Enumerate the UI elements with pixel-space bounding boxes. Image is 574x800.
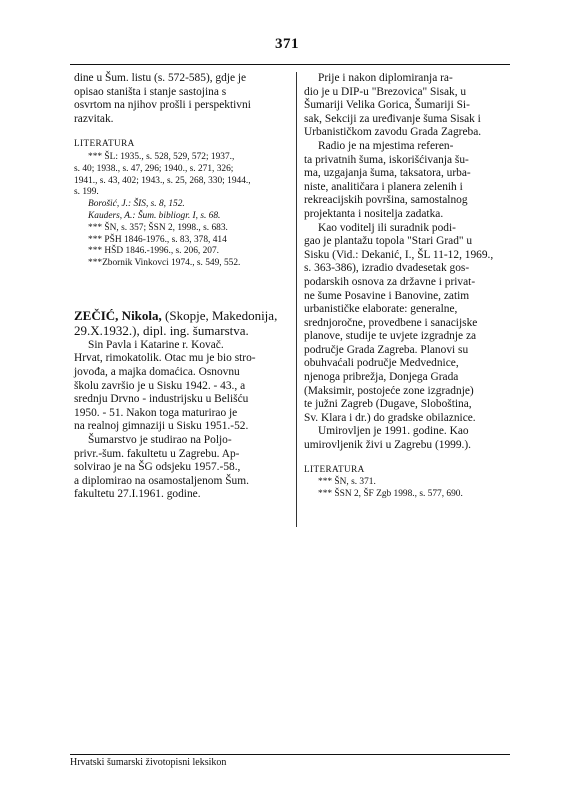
text-line: solvirao je na ŠG odsjeku 1957.-58., bbox=[74, 461, 241, 474]
text-line: niste, analitičara i planera zelenih i bbox=[304, 180, 463, 193]
text-line: sak, Sekciji za uređivanje šuma Sisak i bbox=[304, 112, 481, 125]
text-line: a diplomirao na osamostaljenom Šum. bbox=[74, 474, 249, 487]
literature-ref: Kauders, A.: Šum. bibliogr. I, s. 68. bbox=[88, 210, 221, 221]
text-line: umirovljenik živi u Zagrebu (1999.). bbox=[304, 439, 472, 452]
text-line: osvrtom na njihov prošli i perspektivni bbox=[74, 99, 251, 112]
text-line: srednju Drvno - industrijsku u Belišću bbox=[74, 393, 249, 406]
text-line: Sv. Klara i dr.) do gradske obilaznice. bbox=[304, 411, 476, 424]
entry-heading bbox=[74, 308, 288, 323]
text-line: ma, uzgajanja šuma, taksatora, urba- bbox=[304, 167, 471, 180]
text-line: Umirovljen je 1991. godine. Kao bbox=[318, 425, 469, 438]
text-line: te južni Zagreb (Dugave, Sloboština, bbox=[304, 398, 472, 411]
text-line: Prije i nakon diplomiranja ra- bbox=[318, 72, 453, 84]
literature-heading: LITERATURA bbox=[74, 138, 135, 149]
page-number: 371 bbox=[275, 36, 299, 52]
literature-ref: *** HŠD 1846.-1996., s. 206, 207. bbox=[88, 246, 219, 257]
biography-paragraph-2 bbox=[74, 434, 288, 502]
literature-line: 1941., s. 43, 402; 1943., s. 25, 268, 330; 1944., bbox=[74, 175, 251, 186]
text-line: gao je plantažu topola "Stari Grad" u bbox=[304, 235, 473, 248]
text-line: Šumariji Velika Gorica, Šumariji Si- bbox=[304, 99, 470, 112]
career-paragraph-1 bbox=[304, 72, 510, 140]
text-line: fakultetu 27.I.1961. godine. bbox=[74, 488, 201, 501]
career-paragraph-3 bbox=[304, 222, 510, 426]
top-rule bbox=[70, 64, 510, 65]
footer-title: Hrvatski šumarski životopisni leksikon bbox=[70, 757, 227, 768]
text-line: Kao voditelj ili suradnik podi- bbox=[318, 221, 456, 234]
literature-list bbox=[304, 477, 510, 501]
career-paragraph-2 bbox=[304, 140, 510, 222]
text-line: projektanta i nositelja zadatka. bbox=[304, 207, 444, 220]
text-line: jovođa, a majka domaćica. Osnovnu bbox=[74, 365, 240, 378]
literature-list bbox=[74, 152, 288, 270]
text-line: dio je u DIP-u "Brezovica" Sisak, u bbox=[304, 85, 467, 98]
text-line: (Maksimir, postojeće zone izgradnje) bbox=[304, 384, 474, 397]
text-line: školu završio je u Sisku 1942. - 43., a bbox=[74, 379, 246, 392]
text-line: Urbanističkom zavodu Grada Zagreba. bbox=[304, 126, 482, 139]
literature-ref: *** ŠN, s. 371. bbox=[318, 477, 376, 488]
text-line: 1950. - 51. Nakon toga maturirao je bbox=[74, 406, 238, 419]
literature-ref: ***Zbornik Vinkovci 1974., s. 549, 552. bbox=[88, 258, 241, 269]
text-line: razvitak. bbox=[74, 112, 114, 125]
biography-paragraph-1 bbox=[74, 339, 288, 434]
entry-heading-line2: 29.X.1932.), dipl. ing. šumarstva. bbox=[74, 323, 249, 339]
spacer bbox=[74, 270, 288, 308]
text-line: obuhvaćali područje Medvednice, bbox=[304, 357, 459, 370]
left-column bbox=[74, 72, 288, 502]
text-line: opisao staništa i stanje sastojina s bbox=[74, 85, 227, 98]
text-line: Sin Pavla i Katarine r. Kovač. bbox=[88, 338, 224, 351]
literature-line: s. 199. bbox=[74, 187, 99, 198]
literature-ref: Borošić, J.: ŠIS, s. 8, 152. bbox=[88, 199, 185, 210]
text-line: na realnoj gimnaziji u Sisku 1951.-52. bbox=[74, 420, 249, 433]
text-line: podarskih osnova za državne i privat- bbox=[304, 275, 476, 288]
literature-line: s. 40; 1938., s. 47, 296; 1940., s. 271, 326; bbox=[74, 163, 234, 174]
text-line: s. 363-386), izradio dvadesetak gos- bbox=[304, 262, 470, 275]
text-line: Sisku (Vid.: Dekanić, I., ŠL 11-12, 1969., bbox=[304, 248, 494, 261]
text-line: ta privatnih šuma, iskorišćivanja šu- bbox=[304, 153, 469, 166]
text-line: srednjoročne, provedbene i sanacijske bbox=[304, 316, 478, 329]
text-line: njenoga pribrežja, Donjega Grada bbox=[304, 371, 459, 384]
literature-ref: *** ŠSN 2, ŠF Zgb 1998., s. 577, 690. bbox=[318, 489, 463, 500]
text-line: Hrvat, rimokatolik. Otac mu je bio stro- bbox=[74, 352, 256, 365]
entry-name: ZEČIĆ, Nikola, bbox=[74, 307, 162, 323]
literature-ref: *** ŠN, s. 357; ŠSN 2, 1998., s. 683. bbox=[88, 222, 228, 233]
text-line: Šumarstvo je studirao na Poljo- bbox=[88, 433, 232, 446]
text-line: urbanističke elaborate: generalne, bbox=[304, 303, 458, 316]
literature-line: *** ŠL: 1935., s. 528, 529, 572; 1937., bbox=[88, 151, 235, 162]
entry-head-rest: (Skopje, Makedonija, bbox=[161, 307, 278, 323]
text-line: ne šume Posavine i Banovine, zatim bbox=[304, 289, 470, 302]
text-line: Radio je na mjestima referen- bbox=[318, 139, 454, 152]
text-line: područje Grada Zagreba. Planovi su bbox=[304, 343, 469, 356]
text-line: planove, studije te uvjete izgradnje za bbox=[304, 330, 477, 343]
column-divider bbox=[296, 72, 297, 527]
text-line: dine u Šum. listu (s. 572-585), gdje je bbox=[74, 72, 247, 84]
right-column bbox=[304, 72, 510, 501]
literature-heading: LITERATURA bbox=[304, 463, 365, 474]
career-paragraph-4 bbox=[304, 425, 510, 452]
literature-ref: *** PŠH 1846-1976., s. 83, 378, 414 bbox=[88, 234, 227, 245]
text-line: privr.-šum. fakultetu u Zagrebu. Ap- bbox=[74, 447, 240, 460]
text-line: rekreacijskih površina, samostalnog bbox=[304, 194, 468, 207]
bottom-rule bbox=[70, 754, 510, 755]
left-intro-paragraph bbox=[74, 72, 288, 126]
